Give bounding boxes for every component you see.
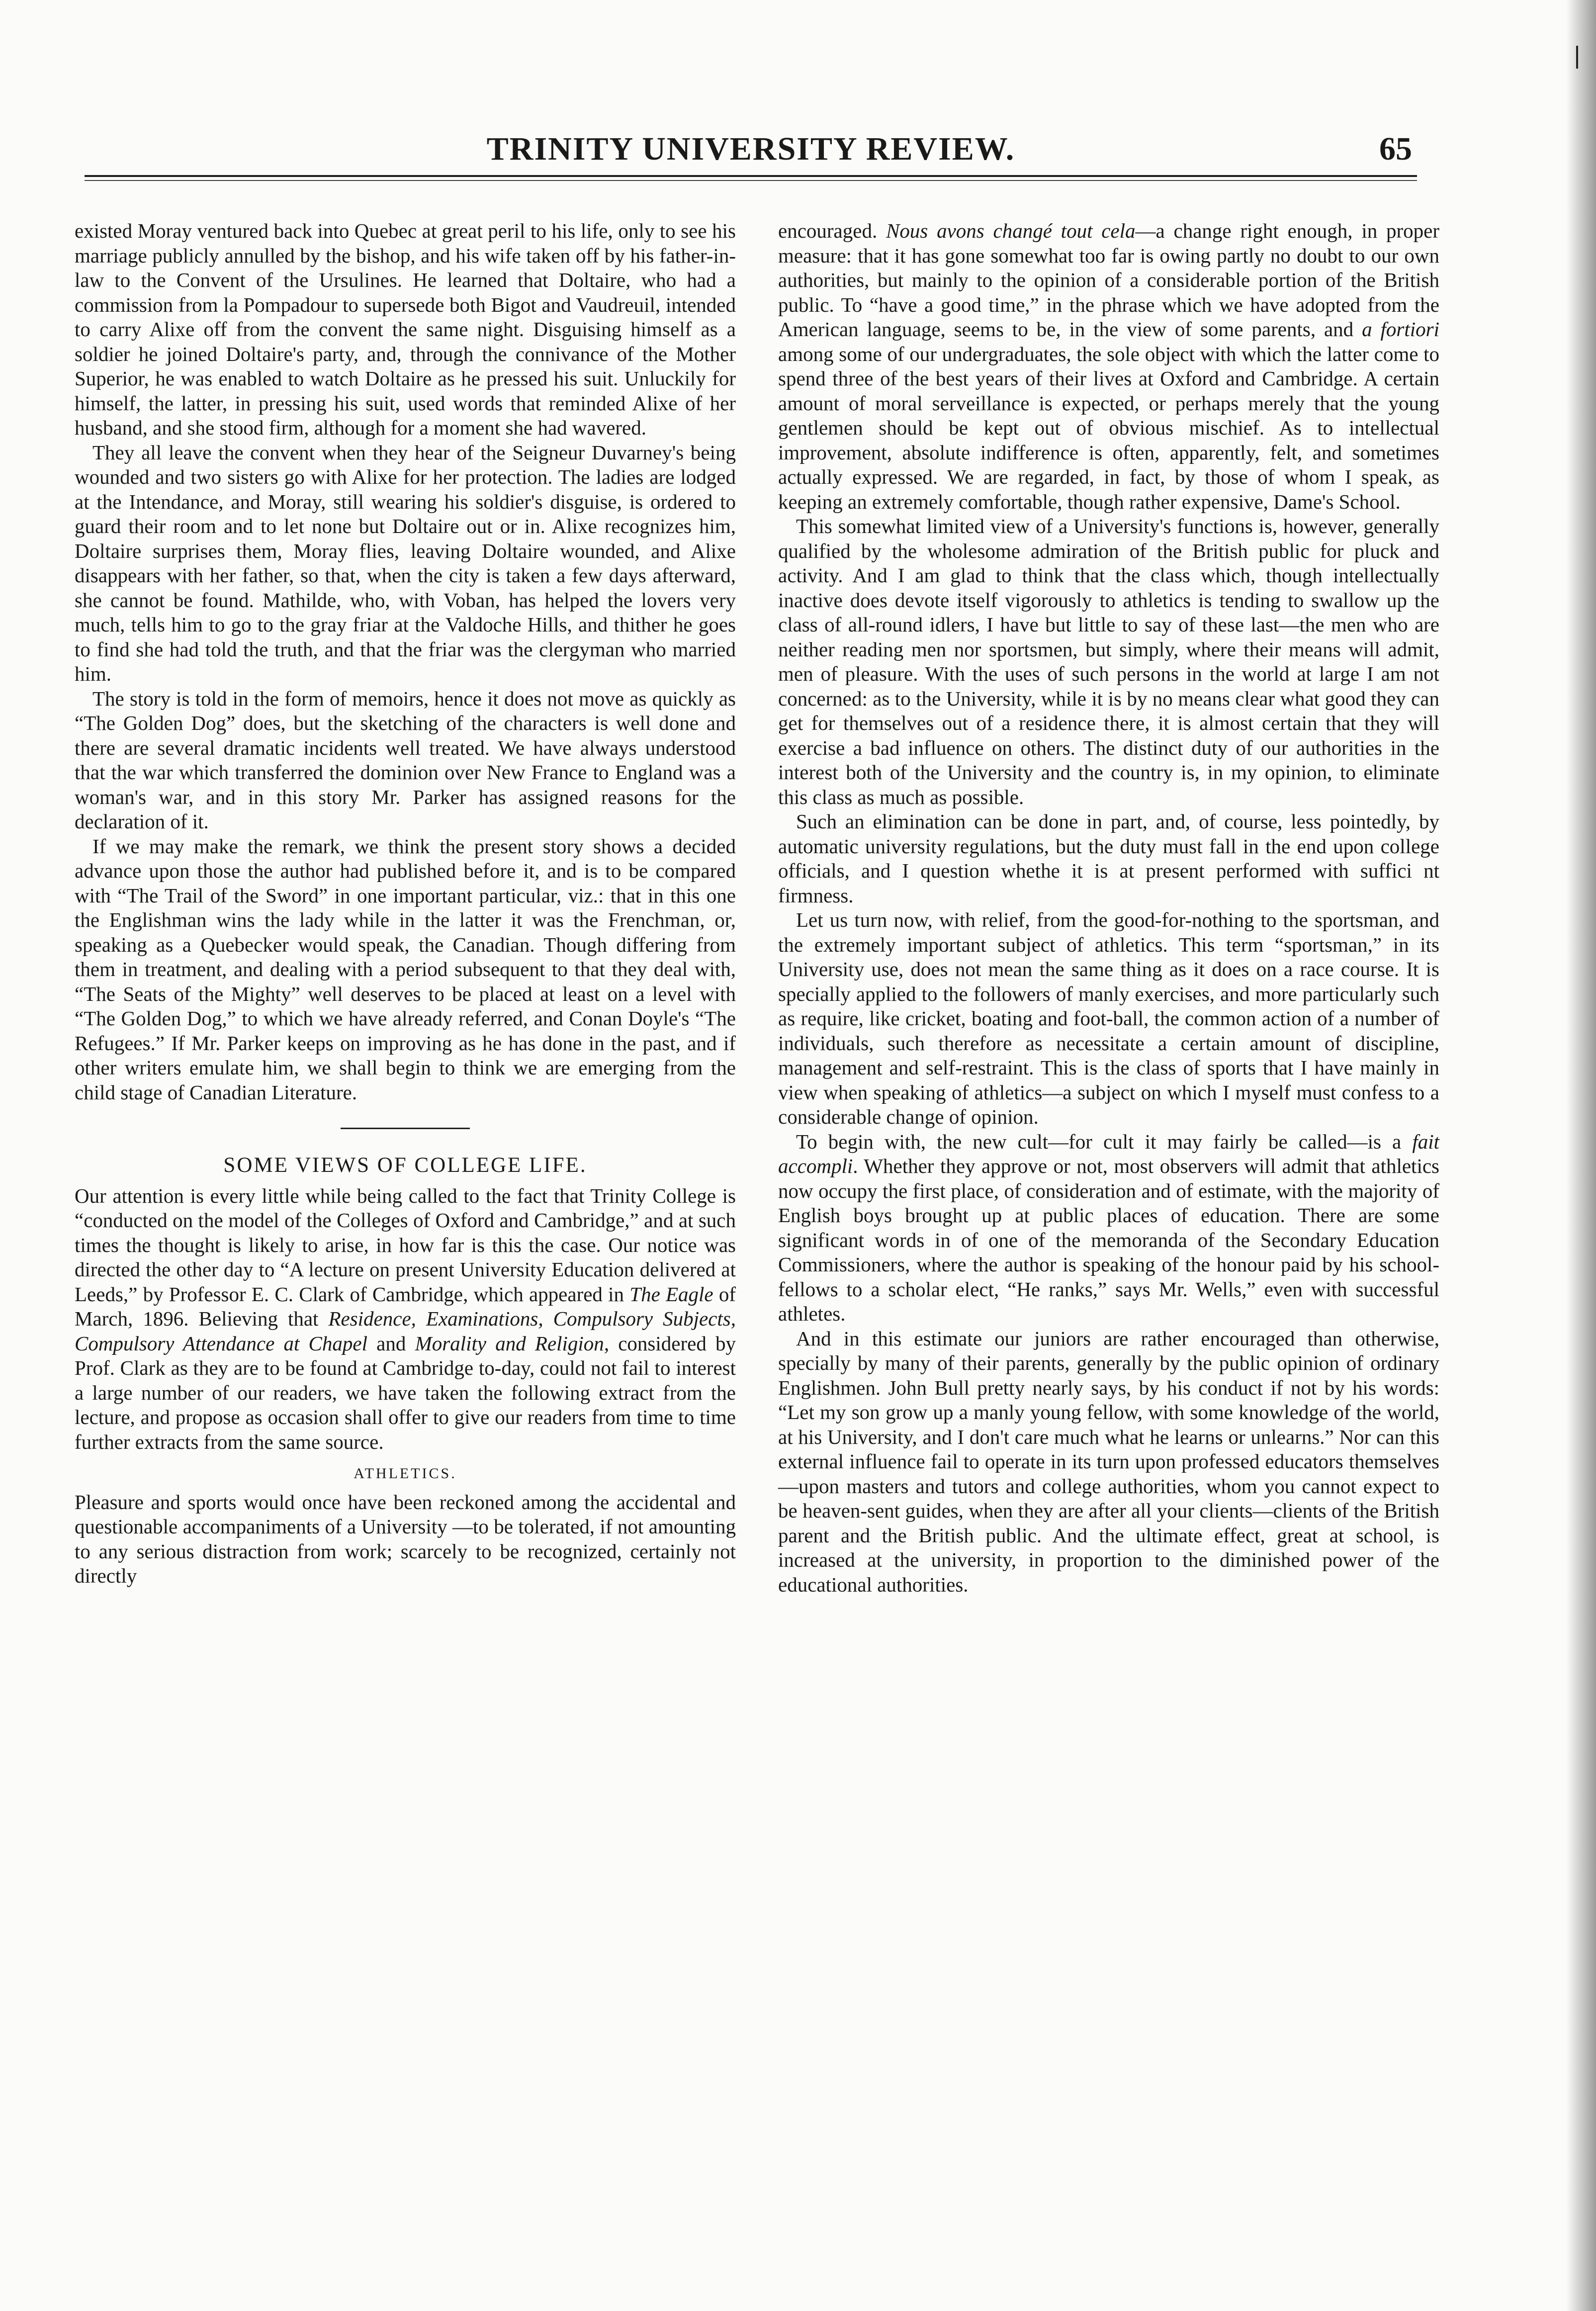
body-paragraph: This somewhat limited view of a University's functions is, however, generally qualified by the wholesome admiration of the British public for pluck and activity. And I am glad to think that the class which, though intellectually inactive does devote itself vigorously to athletics is tending to swallow up the class of all-round idlers, I have but little to say of these last—the men who are neither reading men nor sportsmen, but simply, where their means will admit, men of pleasure. With the uses of such persons in the world at large I am not concerned: as to the University, while it is by no means clear what good they can get for themselves out of a residence there, it is almost certain that they will exercise a bad influence on others. The distinct duty of our authorities in the interest both of the University and the country is, in my opinion, to eliminate this class as much as possible. (778, 515, 1439, 808)
section-divider (341, 1128, 470, 1129)
running-title: TRINITY UNIVERSITY REVIEW. (486, 131, 1015, 167)
page-edge-shadow (1566, 0, 1596, 2311)
italic-run: a fortiori (1362, 318, 1439, 341)
body-paragraph: The story is told in the form of memoirs, hence it does not move as quickly as “The Golden Dog” does, but the sketching of the characters is well done and there are several dramatic incidents well treated. We have always understood that the war which transferred the dominion over New France to England was a woman's war, and in this story Mr. Parker has assigned reasons for the declaration of it. (75, 687, 736, 833)
italic-run: Residence, Examinations, Compulsory Subjects, Compulsory Attendance at Chapel (75, 1307, 736, 1355)
text-run: To begin with, the new cult—for cult it may fairly be called—is a (796, 1130, 1413, 1153)
right-column (778, 219, 1439, 1597)
athletics-opening-paragraph: Pleasure and sports would once have been reckoned among the accidental and questionable accompaniments of a University —to be tolerated, if not amounting to any serious distraction from work; scarcely to be recognized, certainly not directly (75, 1490, 736, 1587)
left-column (75, 219, 736, 1589)
body-paragraph (778, 219, 1439, 514)
body-paragraph: Let us turn now, with relief, from the good-for-nothing to the sportsman, and the extremely important subject of athletics. This term “sportsman,” in its University use, does not mean the same thing as it does on a race course. It is specially applied to the followers of manly exercises, and more particularly such as require, like cricket, boating and foot-ball, the common action of a number of individuals, such therefore as necessitate a certain amount of discipline, management and self-restraint. This is the class of sports that I have mainly in view when speaking of athletics—a subject on which I myself must confess to a considerable change of opinion. (778, 908, 1439, 1128)
body-paragraph: existed Moray ventured back into Quebec at great peril to his life, only to see his marriage publicly annulled by the bishop, and his wife taken off by his father-in-law to the Convent of the Ursulines. He learned that Doltaire, who had a commission from la Pompadour to supersede both Bigot and Vaudreuil, intended to carry Alixe off from the convent the same night. Disguising himself as a soldier he joined Doltaire's party, and, through the connivance of the Mother Superior, he was enabled to watch Doltaire as he pressed his suit. Unluckily for himself, the latter, in pressing his suit, used words that reminded Alixe of her husband, and she stood firm, although for a moment she had wavered. (75, 219, 736, 439)
body-paragraph (778, 1130, 1439, 1327)
text-run: , considered by Prof. Clark as they are to be found at Cambridge to-day, could not fail to interest a large number of our readers, we have taken the following extract from the lecture, and propose as occasion shall offer to give our readers from time to time further extracts from the same source. (75, 1332, 736, 1453)
subsection-title: ATHLETICS. (354, 1465, 457, 1482)
text-run: and (367, 1332, 415, 1355)
body-paragraph: If we may make the remark, we think the present story shows a decided advance upon those the author had published before it, and is to be compared with “The Trail of the Sword” in one important particular, viz.: that in this one the Englishman wins the lady while in the latter it was the Frenchman, or, speaking as a Quebecker would speak, the Canadian. Though differing from them in treatment, and dealing with a period subsequent to that they deal with, “The Seats of the Mighty” well deserves to be placed at least on a level with “The Golden Dog,” to which we have already referred, and Conan Doyle's “The Refugees.” If Mr. Parker keeps on improving as he has done in the past, and if other writers emulate him, we shall begin to think we are emerging from the child stage of Canadian Literature. (75, 834, 736, 1104)
body-paragraph: And in this estimate our juniors are rather encouraged than otherwise, specially by many of their parents, generally by the public opinion of ordinary Englishmen. John Bull pretty nearly says, by his conduct if not by his words: “Let my son grow up a manly young fellow, with some knowledge of the world, at his University, and I don't care much what he learns or unlearns.” Nor can this external influence fail to operate in its turn upon professed educators themselves—upon masters and tutors and college authorities, whom you cannot expect to be heaven-sent guides, when they are after all your clients—clients of the British parent and the British public. And the ultimate effect, great at school, is increased at the university, in proportion to the diminished power of the educational authorities. (778, 1327, 1439, 1596)
italic-run: Nous avons changé tout cela (886, 219, 1136, 242)
italic-run: fait accompli (778, 1130, 1439, 1177)
text-run: . Whether they approve or not, most observers will admit that athletics now occupy the first place, of consideration and of estimate, with the majority of English boys brought up at public places of education. There are some significant words in of one of the memoranda of the Secondary Education Commissioners, where the author is speaking of the honour paid by his school-fellows to a scholar elect, “He ranks,” says Mr. Wells,” even with successful athletes. (778, 1155, 1439, 1325)
header-rule (85, 175, 1417, 181)
body-paragraph: They all leave the convent when they hear of the Seigneur Duvarney's being wounded and two sisters go with Alixe for her protection. The ladies are lodged at the Intendance, and Moray, still wearing his soldier's disguise, is ordered to guard their room and to let none but Doltaire out or in. Alixe recognizes him, Doltaire surprises them, Moray flies, leaving Doltaire wounded, and Alixe disappears with her father, so that, when the city is taken a few days afterward, she cannot be found. Mathilde, who, with Voban, has helped the lovers very much, tells him to go to the gray friar at the Valdoche Hills, and thither he goes to find she had told the truth, and that the friar was the clergyman who married him. (75, 441, 736, 685)
section-title: SOME VIEWS OF COLLEGE LIFE. (223, 1154, 587, 1177)
page-header (85, 130, 1417, 170)
italic-run: The Eagle (629, 1282, 713, 1306)
body-paragraph: Such an elimination can be done in part, and, of course, less pointedly, by automatic university regulations, but the duty must fall in the end upon college officials, and I question whethe it is at present performed with suffici nt firmness. (778, 810, 1439, 907)
section-intro-paragraph (75, 1184, 736, 1455)
page-number: 65 (1379, 131, 1412, 167)
italic-run: Morality and Religion (415, 1332, 604, 1355)
text-run: —a change right enough, in proper measure: that it has gone somewhat too far is owing partly no doubt to our own authorities, but mainly to the opinion of a considerable portion of the British public. To “have a good time,” in the phrase which we have adopted from the American language, seems to be, in the view of some parents, and (778, 219, 1439, 341)
text-run: Our attention is every little while being called to the fact that Trinity College is “conducted on the model of the Colleges of Oxford and Cambridge,” and at such times the thought is likely to arise, in how far is this the case. Our notice was directed the other day to “A lecture on present University Education delivered at Leeds,” by Professor E. C. Clark of Cambridge, which appeared in (75, 1184, 736, 1306)
text-run: among some of our undergraduates, the sole object with which the latter come to spend three of the best years of their lives at Oxford and Cambridge. A certain amount of moral serveillance is expected, or perhaps merely that the young gentlemen should be kept out of obvious mischief. As to intellectual improvement, absolute indifference is often, apparently, felt, and sometimes actually expressed. We are regarded, in fact, by those of whom I speak, as keeping an extremely comfortable, though rather expensive, Dame's School. (778, 342, 1439, 513)
text-run: of March, 1896. Believing that (75, 1282, 736, 1330)
text-run: encouraged. (778, 219, 886, 242)
